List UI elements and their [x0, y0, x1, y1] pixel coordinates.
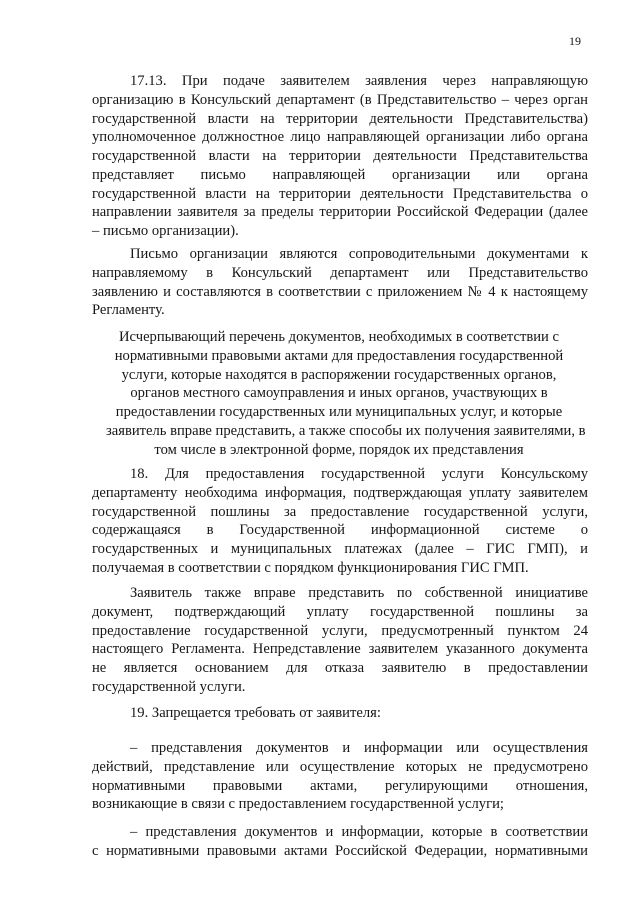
section-heading: [106, 328, 586, 459]
text-line: направляемому в Консульский департамент или Представительство: [92, 264, 588, 281]
heading-line: том числе в электронной форме, порядок их представления: [154, 441, 524, 458]
text-line: возникающие в связи с предоставлением государственной услуги;: [92, 796, 504, 813]
text-line: государственной власти на территории деятельности Представительства): [92, 110, 588, 127]
page-number: 19: [569, 34, 581, 48]
list-item-1: [92, 739, 588, 814]
text-line: получаемая в соответствии с порядком функционирования ГИС ГМП.: [92, 559, 529, 576]
paragraph-letter: [92, 245, 588, 320]
text-line: Регламенту.: [92, 302, 165, 319]
text-line: настоящего Регламента. Непредставление заявителем указанного документа: [92, 641, 588, 658]
text-line: организацию в Консульский департамент (в Представительство – через орган: [92, 91, 588, 108]
paragraph-18: [92, 465, 588, 578]
text-line: – письмо организации).: [92, 223, 239, 239]
text-line: – представления документов и информации, которые в соответствии: [130, 824, 588, 840]
text-line: 17.13. При подаче заявителем заявления через направляющую: [130, 73, 588, 89]
text-line: содержащаяся в Государственной информационной системе о: [92, 522, 588, 539]
text-line: 19. Запрещается требовать от заявителя:: [130, 705, 381, 721]
paragraph-voluntary: [92, 584, 588, 697]
paragraph-17-13: [92, 72, 588, 241]
text-line: заявлению и составляются в соответствии с приложением № 4 к настоящему: [92, 283, 588, 300]
text-line: документ, подтверждающий уплату государственной пошлины за: [92, 603, 588, 620]
text-line: Письмо организации являются сопроводительными документами к: [130, 246, 588, 262]
text-line: направлении заявителя за пределы территории Российской Федерации (далее: [92, 204, 588, 221]
text-line: – представления документов и информации или осуществления: [130, 740, 588, 756]
text-line: государственной власти на территории деятельности Представительства: [92, 148, 588, 164]
text-line: Заявитель также вправе представить по собственной инициативе: [130, 585, 588, 601]
heading-line: услуги, которые находятся в распоряжении государственных органов,: [121, 366, 557, 383]
text-line: департаменту необходима информация, подтверждающая уплату заявителем: [92, 484, 588, 501]
paragraph-19: [92, 704, 588, 723]
text-line: не является основанием для отказа заявителю в предоставлении: [92, 660, 588, 676]
text-line: государственной власти на территории деятельности Представительства о: [92, 185, 588, 202]
text-line: государственной услуги.: [92, 678, 246, 695]
text-line: действий, представление или осуществление которых не предусмотрено: [92, 758, 588, 775]
heading-line: органов местного самоуправления и иных органов, участвующих в: [130, 385, 548, 402]
text-line: предоставление государственной услуги, предусмотренный пунктом 24: [92, 622, 588, 639]
text-line: нормативными правовыми актами, регулирующими отношения,: [92, 777, 588, 794]
heading-line: заявитель вправе представить, а также способы их получения заявителями, в: [106, 422, 586, 439]
text-line: с нормативными правовыми актами Российской Федерации, нормативными: [92, 842, 588, 859]
list-item-2: [92, 823, 588, 861]
heading-line: Исчерпывающий перечень документов, необходимых в соответствии с: [119, 329, 559, 345]
text-line: государственной пошлины за предоставление государственной услуги,: [92, 503, 588, 520]
text-line: 18. Для предоставления государственной услуги Консульскому: [130, 466, 588, 482]
heading-line: предоставлении государственных или муниципальных услуг, и которые: [115, 404, 563, 420]
heading-line: нормативными правовыми актами для предоставления государственной: [114, 347, 564, 364]
text-line: представляет письмо направляющей организации или органа: [92, 166, 588, 183]
text-line: уполномоченное должностное лицо направляющей организации либо органа: [92, 129, 588, 146]
text-line: государственных и муниципальных платежах (далее – ГИС ГМП), и: [92, 541, 588, 557]
